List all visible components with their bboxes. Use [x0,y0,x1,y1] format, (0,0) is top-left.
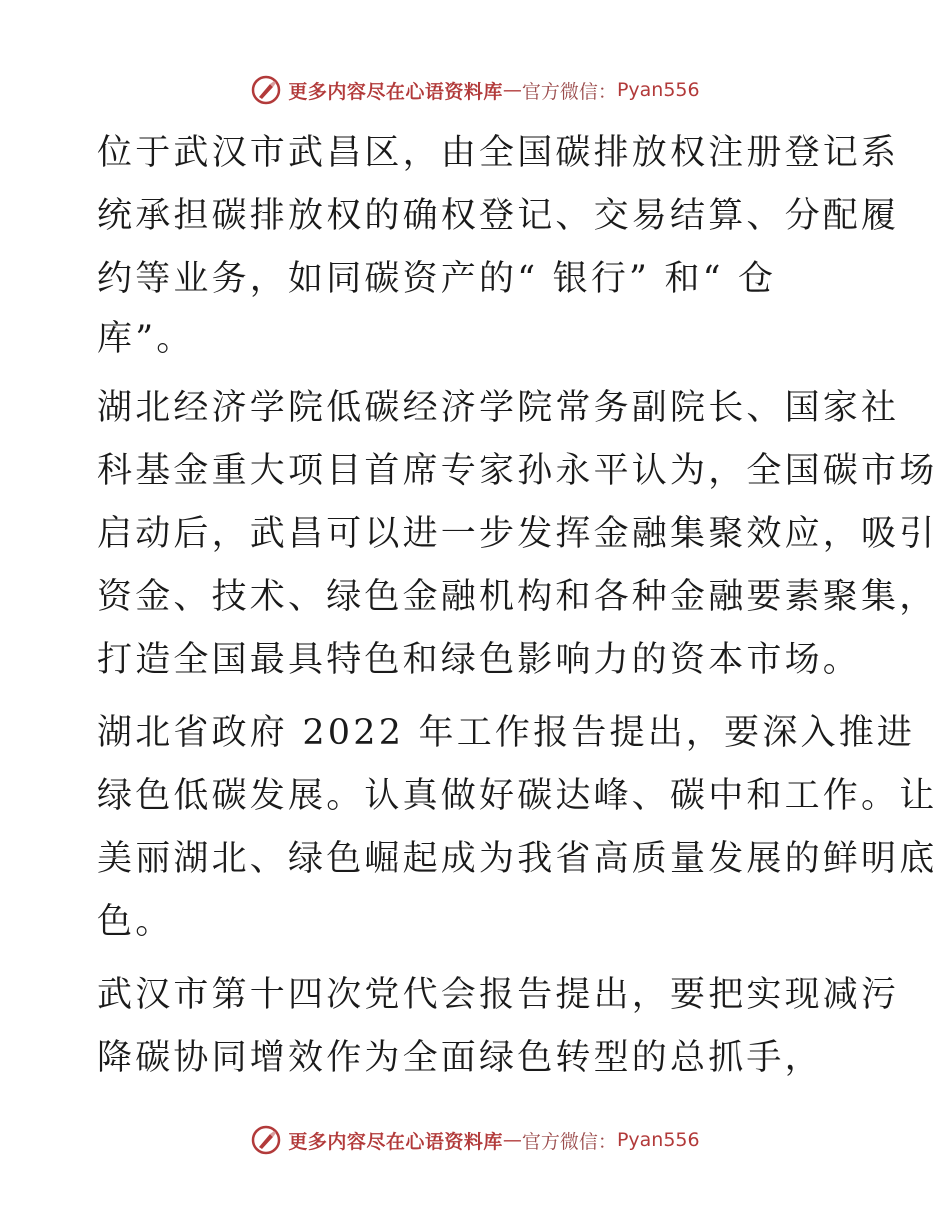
text-line: 武汉市第十四次党代会报告提出，要把实现减污 [97,975,900,1015]
text-line: 降碳协同增效作为全面绿色转型的总抓手， [97,1038,823,1078]
text-line: 约等业务，如同碳资产的“ 银行” 和“ 仓 [97,259,777,299]
text-line: 色。 [97,902,174,942]
banner-separator: — [502,1129,522,1151]
text-line: 湖北经济学院低碳经济学院常务副院长、国家社 [97,388,900,428]
banner-wechat-label: 官方微信： [521,1130,617,1153]
paragraph-1 [97,122,900,367]
text-line: 绿色低碳发展。认真做好碳达峰、碳中和工作。让 [97,776,938,816]
paragraph-2 [97,377,938,692]
text-line: 科基金重大项目首席专家孙永平认为，全国碳市场 [97,451,938,491]
text-line: 统承担碳排放权的确权登记、交易结算、分配履 [97,196,900,236]
text-line: 打造全国最具特色和绿色影响力的资本市场。 [97,640,862,680]
text-line: 位于武汉市武昌区，由全国碳排放权注册登记系 [97,133,900,173]
paragraph-3 [97,702,938,954]
text-line: 库”。 [97,319,195,359]
paragraph-4 [97,964,900,1090]
banner-wechat-label: 官方微信： [521,80,617,103]
banner-wechat-id: Pyan556 [616,1129,700,1151]
footer-banner [0,1120,950,1160]
document-body [97,122,938,1090]
banner-lead-text: 更多内容尽在心语资料库 [288,1130,503,1153]
banner-wechat-id: Pyan556 [616,79,700,101]
text-line: 美丽湖北、绿色崛起成为我省高质量发展的鲜明底 [97,839,938,879]
pen-nib-logo-icon [250,1124,282,1156]
header-banner [0,70,950,110]
pen-nib-logo-icon [250,74,282,106]
banner-lead-text: 更多内容尽在心语资料库 [288,80,503,103]
banner-separator: — [502,79,522,101]
text-line: 资金、技术、绿色金融机构和各种金融要素聚集， [97,577,938,617]
text-line: 启动后，武昌可以进一步发挥金融集聚效应，吸引 [97,514,938,554]
text-line: 湖北省政府 2022 年工作报告提出，要深入推进 [97,713,916,753]
